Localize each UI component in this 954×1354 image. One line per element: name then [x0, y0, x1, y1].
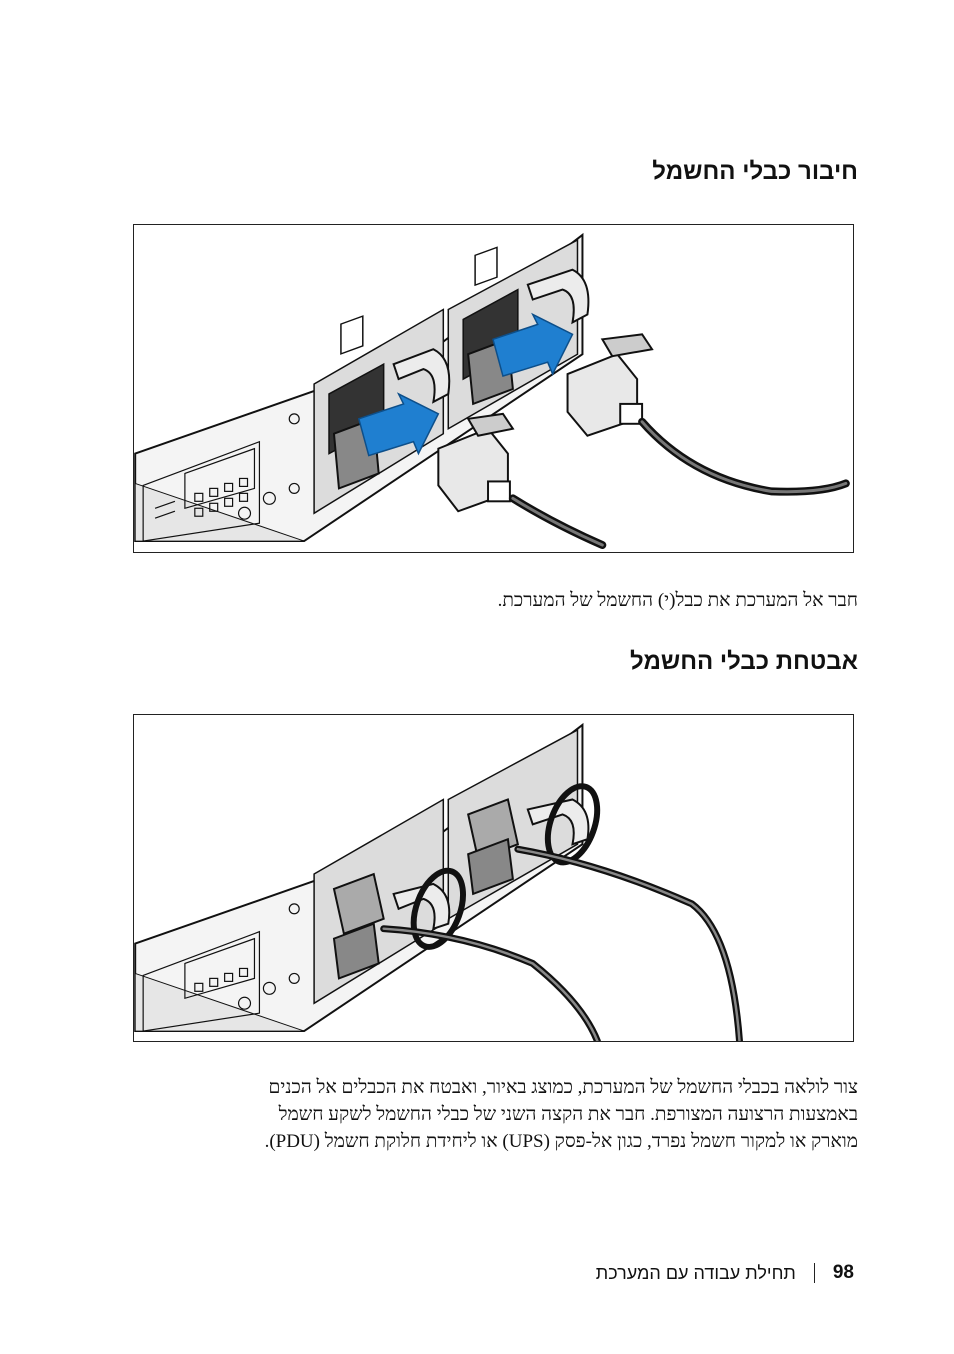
section-heading-connecting-power: חיבור כבלי החשמל: [652, 158, 858, 185]
chapter-title: תחילת עבודה עם המערכת: [595, 1262, 796, 1283]
paragraph-line-2: באמצעות הרצועה המצורפת. חבר את הקצה השני של כבלי החשמל לשקע חשמל: [278, 1104, 858, 1125]
paragraph-line-3: מוארק או למקור חשמל נפרד, כגון אל-פסק (UPS) או ליחידת חלוקת חשמל (PDU).: [264, 1131, 858, 1152]
paragraph-line-1: צור לולאה בכבלי החשמל של המערכת, כמוצג באיור, ואבטח את הכבלים אל הכנים: [268, 1077, 858, 1098]
page-number: 98: [832, 1262, 854, 1283]
paragraph-secure-cables: [158, 1074, 858, 1155]
cable-retention-illustration: [134, 715, 853, 1041]
figure-connect-power-cables: [133, 224, 854, 553]
caption-connect-power: חבר אל המערכת את כבל(י) החשמל של המערכת.: [497, 590, 858, 611]
section-heading-securing-power: אבטחת כבלי החשמל: [630, 648, 858, 675]
power-connection-illustration: [134, 225, 853, 552]
power-cords: [513, 422, 846, 545]
page-footer: [100, 1258, 854, 1288]
footer-divider: [814, 1263, 815, 1283]
figure-secure-power-cables: [133, 714, 854, 1042]
